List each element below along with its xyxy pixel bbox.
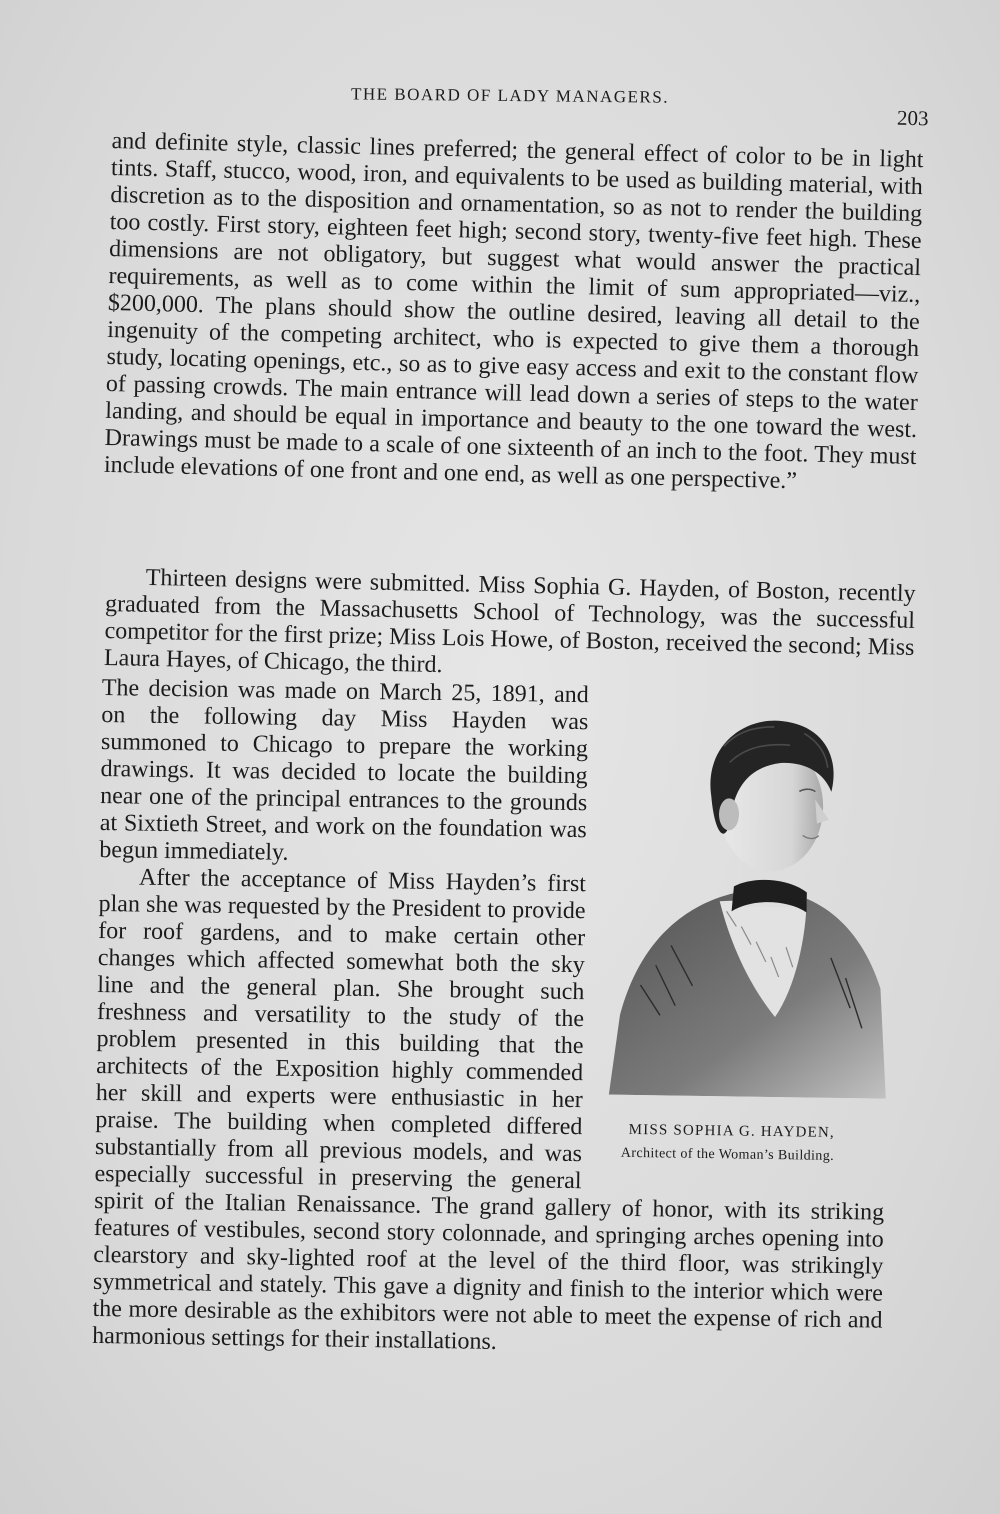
- portrait-engraving: [599, 684, 892, 1098]
- decision-paragraph: The decision was made on March 25, 1891, and on the following day Miss Hayden was summoned to Chicago to prepare the working drawings. It was decided to locate the building near one of the principal entrances to the grounds at Sixtieth Street, and work on the foundation was begun immediately.: [99, 675, 589, 866]
- paragraph-indent: [99, 884, 139, 885]
- running-head: THE BOARD OF LADY MANAGERS.: [350, 84, 670, 107]
- acceptance-paragraph: After the acceptance of Miss Hayden’s first plan she was requested by the President to provide for roof gardens, and to make certain other changes which affected somewhat both the sky line and the general plan. She brought such freshness and versatility to the study of the problem presented in this building that the architects of the Exposition highly commended her skill and experts were enthusiastic in her praise. The building when completed differed substantially from all previous models, and was especially successful in preserving the general spirit of the Italian Renaissance. The grand gallery of honor, with its striking features of vestibules, second story colonnade, and springing arches opening into clearstory and sky-lighted roof at the level of the third floor, was strikingly symmetrical and stately. This gave a dignity and finish to the interior which were the more desirable as the exhibitors were not able to meet the expense of rich and harmonious settings for their installations.: [92, 864, 885, 1355]
- continuation-paragraph: and definite style, classic lines preferred; the general effect of color to be in light tints. Staff, stucco, wood, iron, and equivalents to be used as building material, with discretion as to the disposition and ornamentation, so as not to render the building too costly. First story, eighteen feet high; second story, twenty-five feet high. These dimensions are not obligatory, but suggest what would answer the practical requirements, as well as to come within the limit of sum appropriated—viz., $200,000. The plans should show the outline desired, leaving all detail to the ingenuity of the competing architect, who is expected to give them a thorough study, locating openings, etc., so as to give easy access and exit to the constant flow of passing crowds. The main entrance will lead down a series of steps to the water landing, and should be equal in importance and beauty to the one toward the west. Drawings must be made to a scale of one sixteenth of an inch to the foot. They must include elevations of one front and one end, as well as one perspective.”: [103, 128, 924, 495]
- portrait-caption-role: Architect of the Woman’s Building.: [620, 1145, 835, 1164]
- portrait-caption-name: MISS SOPHIA G. HAYDEN,: [628, 1121, 836, 1141]
- wrapped-text-block: [92, 675, 892, 1362]
- page-number: 203: [896, 105, 929, 131]
- portrait-figure: [598, 684, 892, 1170]
- competition-paragraph: Thirteen designs were submitted. Miss Sophia G. Hayden, of Boston, recently graduated from the Massachusetts School of Technology, was the successful competitor for the first prize; Miss Lois Howe, of Boston, received the second; Miss Laura Hayes, of Chicago, the third.: [103, 564, 916, 679]
